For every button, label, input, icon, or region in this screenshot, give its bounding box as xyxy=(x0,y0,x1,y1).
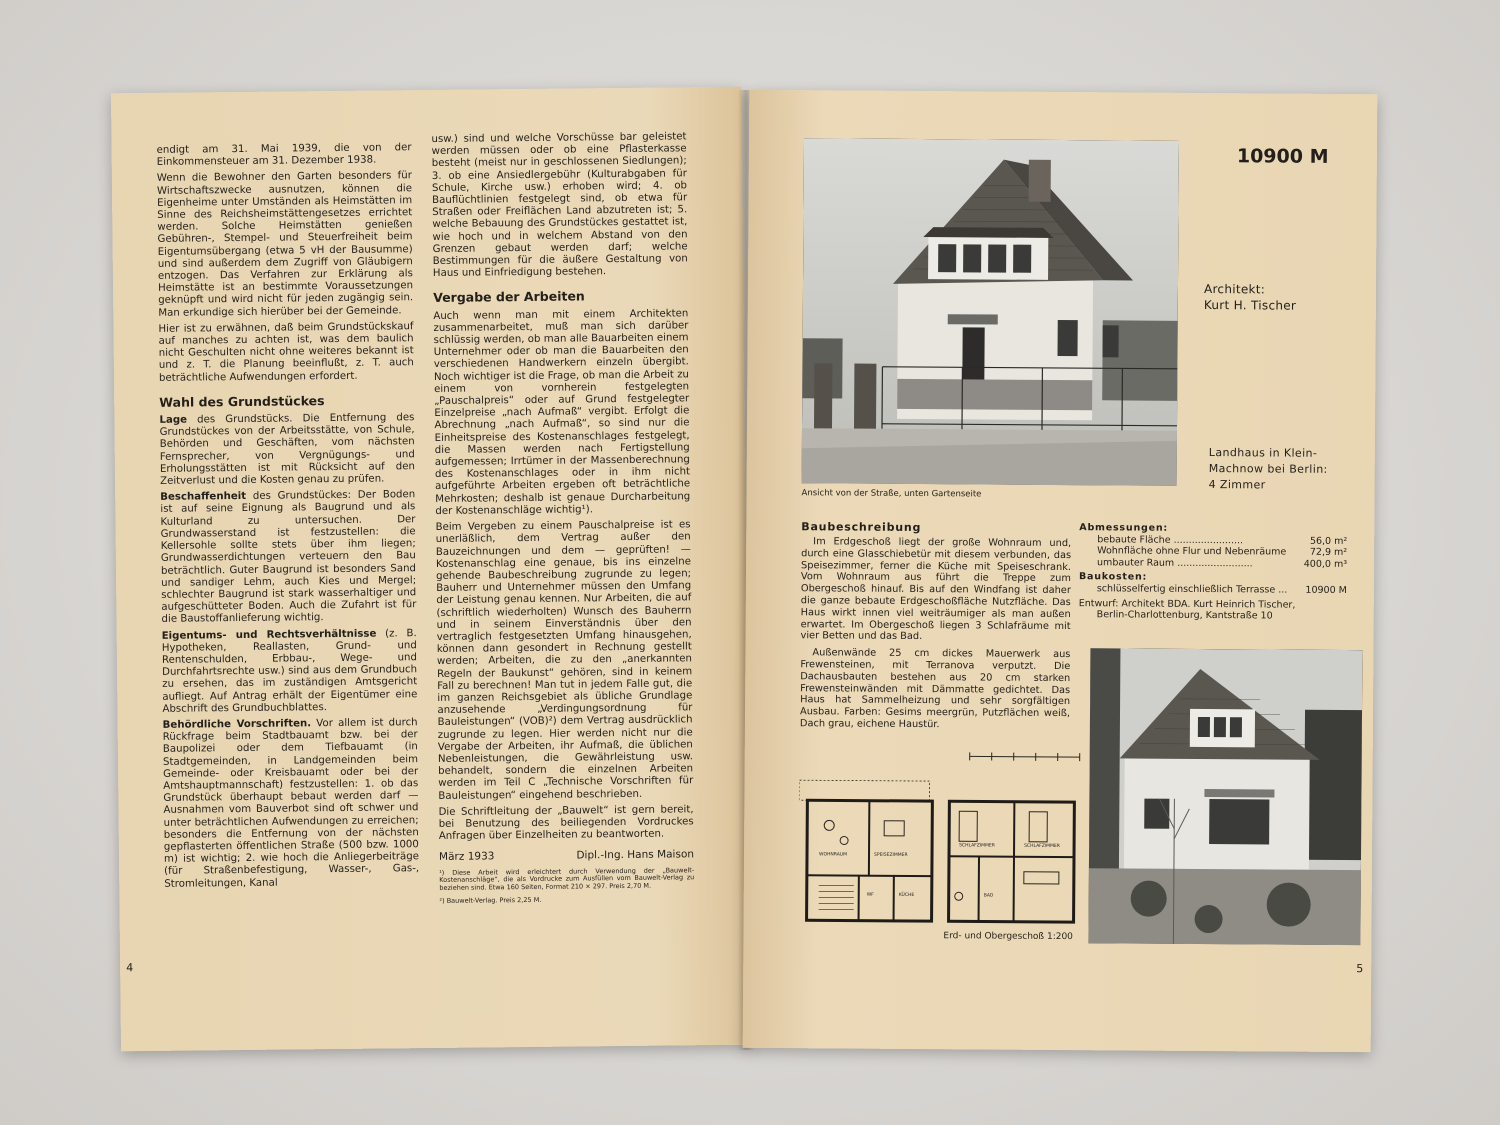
page-number-left: 4 xyxy=(126,961,134,975)
abmessung-label: Wohnfläche ohne Flur und Nebenräume xyxy=(1097,545,1287,558)
body-paragraph: usw.) sind und welche Vorschüsse bar geleistet werden müssen oder ob eine Pflasterkasse besteht (meist nur in geschlossenen Siedlungen); 3. ob eine Ansiedlergebühr (Kulturabgaben für Schule, Kirche usw.) erhoben wird; 4. ob Bauflüchtlinien festgelegt sind, ob etwa für Straßen oder Freiflächen Land abzutreten ist; 5. welche Bebauung des Grundstückes gestattet ist, wie hoch und in welchem Abstand von den Grenzen gebaut werden darf; welche Bestimmungen für die äußere Gestaltung von Haus und Einfriedigung bestehen. xyxy=(431,131,688,280)
signature-name: Dipl.-Ing. Hans Maison xyxy=(576,848,695,862)
section-heading: Vergabe der Arbeiten xyxy=(433,288,585,306)
abmessung-row xyxy=(1079,557,1347,570)
house-street-photo xyxy=(802,138,1179,486)
body-paragraph: Eigentums- und Rechtsverhältnisse (z. B. Hypotheken, Reallasten, Grund- und Rentenschulden, Erbbau-, Wege- und Durchfahrtsrechte usw.) sind aus dem Grundbuch zu ersehen, das im zuständigen Amtsgericht aufliegt. Auf Antrag erhält der Eigentümer eine Abschrift des Grundbuchblattes. xyxy=(161,627,418,715)
baukosten-label: schlüsselfertig einschließlich Terrasse ... xyxy=(1096,583,1288,596)
body-paragraph: Beschaffenheit des Grundstückes: Der Boden ist auf seine Eignung als Baugrund und als Kulturland zu untersuchen. Der Grundwasserstand ist festzustellen: die Kellersohle sollte stets über ihm liegen; Grundwasserdichtungen verteuern den Bau beträchtlich. Guter Baugrund ist besonders Sand und sandiger Lehm, auch Kies und Mergel; schlechter Baugrund ist stark wasserhaltiger und aufgeschütteter Boden. Auch die Zufahrt ist für die Baustoffanlieferung wichtig. xyxy=(160,489,417,626)
entwurf-line: Entwurf: Architekt BDA. Kurt Heinrich Tischer, xyxy=(1078,597,1296,611)
abmessung-label: umbauter Raum ......................... xyxy=(1097,557,1253,570)
abmessung-value: 400,0 m³ xyxy=(1303,558,1348,570)
plan-label: WOHNRAUM xyxy=(818,852,847,858)
paragraph-lead: Beschaffenheit xyxy=(160,491,247,504)
left-column-2 xyxy=(431,131,694,905)
body-paragraph: Wenn die Bewohner den Garten besonders für Wirtschaftszwecke ausnutzen, können die Eigenheime unter Umständen als Heimstätten im Sinne des Reichsheimstättengesetzes errichtet werden. Solche Heimstätten genießen Gebühren-, Stempel- und Steuerfreiheit beim Eigentumsübergang (etwa 5 vH der Bausumme) und sind außerdem dem Zugriff von Gläubigern entzogen. Das Verfahren zur Erklärung als Heimstätte ist an bestimmte Voraussetzungen geknüpft und wird nicht für jeden zugängig sein. Man erkundige sich hierüber bei der Gemeinde. xyxy=(156,170,414,319)
plan-label: SCHLAFZIMMER xyxy=(1024,843,1060,850)
plan-caption: Erd- und Obergeschoß 1:200 xyxy=(943,931,1073,943)
baukosten-title: Baukosten: xyxy=(1078,571,1148,583)
house-title: Landhaus in Klein-Machnow bei Berlin: xyxy=(1208,446,1328,476)
right-page xyxy=(743,90,1378,1052)
architect-label: Architekt: xyxy=(1203,281,1266,297)
body-paragraph: Beim Vergeben zu einem Pauschalpreise ist es unerläßlich, dem Vertrag außer den Bauzeichnungen und dem — geprüften! — Kostenanschlag eine genaue, bis ins einzelne gehende Baubeschreibung zugrunde zu legen; Bauherr und Unternehmer müssen den Umfang der Leistung genau kennen. Nur Arbeiten, die auf (schriftlich wiederholten) Wunsch des Bauherrn und in seinem Einverständnis über den vertraglich festgesetzten Umfang hinausgehen, können dann gesondert in Rechnung gestellt werden; Arbeiten, die zu den „anerkannten Regeln der Baukunst“ gehören, sind in keinem Fall zu berechnen! Man tut in jedem Falle gut, die im ganzen Reichsgebiet als übliche Grundlage anzusehende „Verdingungsordnung für Bauleistungen“ (VOB)²) dem Vertrag ausdrücklich zugrunde zu legen. Hier werden nicht nur die Vergabe der Arbeiten, ihr Aufmaß, die üblichen Nebenleistungen, die Gewährleistung usw. behandelt, sondern die einzelnen Arbeiten werden im Teil C „Technische Vorschriften für Bauleistungen“ eingehend beschrieben. xyxy=(435,519,694,802)
plan-label: SPEISEZIMMER xyxy=(873,852,908,858)
body-paragraph: endigt am 31. Mai 1939, die von der Einkommensteuer am 31. Dezember 1938. xyxy=(156,142,412,169)
baubeschreibung-text xyxy=(800,536,1071,737)
paragraph-lead: Behördliche Vorschriften. xyxy=(162,718,312,731)
plan-label: SCHLAFZIMMER xyxy=(959,843,995,849)
signature xyxy=(439,849,694,864)
footnote-1: ¹) Diese Arbeit wird erleichtert durch Verwendung der „Bauwelt-Kostenanschläge“, die als Vordrucke zum Ausfüllen vom Bauwelt-Verlag zu beziehen sind. Etwa 160 Seiten, Format 210 × 297. Preis 2,70 M. xyxy=(439,865,695,892)
baubeschreibung-paragraph: Außenwände 25 cm dickes Mauerwerk aus Frewensteinen, mit Terranova verputzt. Die Dachausbauten bestehen aus 20 cm starken Frewensteinwänden mit Dämmatte gedichtet. Das Haus hat Sammelheizung und sehr sorgfältigen Ausbau. Farben: Gesims meergrün, Putzflächen weiß, Dach grau, eichene Haustür. xyxy=(799,647,1071,731)
plan-label: BAD xyxy=(983,893,994,899)
baukosten-value: 10900 M xyxy=(1305,584,1347,596)
section-heading: Wahl des Grundstückes xyxy=(159,392,325,410)
floor-plan xyxy=(798,745,1089,947)
architect-block xyxy=(1204,281,1297,314)
baubeschreibung-paragraph: Im Erdgeschoß liegt der große Wohnraum und, durch eine Glasschiebetür mit diesem verbunden, das Speisezimmer, ferner die Küche mit Speiseschrank. Vom Wohnraum aus führt die Treppe zum Obergeschoß hinauf. Bis auf den Windfang ist daher die ganze bebaute Erdgeschoßfläche Nutzfläche. Das Haus wirkt innen viel weiträumiger als man außen erwartet. Im Obergeschoß liegen 3 Schlafräume mit vier Betten und das Bad. xyxy=(800,536,1072,643)
paragraph-lead: Eigentums- und Rechtsverhältnisse xyxy=(161,628,377,642)
body-paragraph: Hier ist zu erwähnen, daß beim Grundstückskauf auf manches zu achten ist, was dem baulich nicht Geschulten nicht ohne weiteres bekannt ist und z. T. die Planung beeinflußt, z. T. auch beträchtliche Aufwendungen erfordert. xyxy=(158,321,414,384)
left-column-1 xyxy=(157,142,420,894)
abmessung-value: 56,0 m² xyxy=(1309,535,1348,547)
page-number-right: 5 xyxy=(1356,962,1364,976)
house-title-block xyxy=(1209,445,1329,494)
price-heading: 10900 M xyxy=(1236,145,1329,168)
body-paragraph: Auch wenn man mit einem Architekten zusammenarbeitet, muß man sich darüber schlüssig werden, ob man alle Bauarbeiten einem Unternehmer oder ob man die Bauarbeiten den verschiedenen Handwerkern einzeln übergibt. Noch wichtiger ist die Frage, ob man die Arbeit zu einem von vornherein festgelegten „Pauschalpreis“ oder auf Grund festgelegter Einzelpreise „nach Aufmaß“ vergibt. Erfolgt die Abrechnung „nach Aufmaß“, so sind nur die Einheitspreise des Kostenanschlages festgelegt, die Massen werden nach Fertigstellung aufgemessen; Irrtümer in der Massenberechnung des Kostenanschlages oder in ihm nicht aufgeführte Arbeiten ergeben oft beträchtliche Mehrkosten; deshalb ist genaue Durcharbeitung der Kostenanschläge wichtig¹). xyxy=(433,307,691,517)
body-paragraph: Behördliche Vorschriften. Vor allem ist durch Rückfrage beim Stadtbauamt bzw. bei der Baupolizei oder dem Tiefbauamt (in Stadtgemeinden, in Landgemeinden beim Gemeinde- oder Kreisbauamt oder bei der Amtshauptmannschaft) festzustellen: 1. ob das Grundstück überhaupt bebaut werden darf — Ausnahmen vom Bauverbot sind oft schwer und unter beträchtlichen Aufwendungen zu erreichen; besonders die Entfernung von der nächsten gepflasterten öffentlichen Straße (500 bzw. 1000 m) ist wichtig; 2. wie hoch die Anliegerbeiträge (für Straßenbefestigung, Wasser-, Gas-, Stromleitungen, Kanal xyxy=(162,717,420,890)
entwurf-address: Berlin-Charlottenburg, Kantstraße 10 xyxy=(1096,609,1273,622)
footnote-2: ²) Bauwelt-Verlag. Preis 2,25 M. xyxy=(439,895,542,906)
paragraph-lead: Lage xyxy=(159,414,188,426)
plan-label: WF xyxy=(866,892,874,898)
body-paragraph: Lage des Grundstücks. Die Entfernung des Grundstückes von der Arbeitsstätte, von Schule, Behörden und Geschäften, vom nächsten Fernsprecher, von Vergnügungs- und Erholungsstätten ist mit Rücksicht auf den Zeitverlust und die Kosten genau zu prüfen. xyxy=(159,412,415,487)
house-garden-photo xyxy=(1088,648,1362,945)
specifications xyxy=(1079,522,1348,623)
rooms-count: 4 Zimmer xyxy=(1208,478,1266,492)
left-page xyxy=(111,87,751,1052)
plan-label: KÜCHE xyxy=(898,892,915,898)
body-paragraph: Die Schriftleitung der „Bauwelt“ ist gern bereit, bei Benutzung des beiliegenden Vordruckes Anfragen über Einzelheiten zu beantworten. xyxy=(438,804,694,843)
architect-name: Kurt H. Tischer xyxy=(1203,297,1297,313)
baukosten-row xyxy=(1079,583,1347,596)
abmessung-value: 72,9 m² xyxy=(1309,546,1348,559)
abmessung-label: bebaute Fläche ....................... xyxy=(1097,533,1244,546)
photo-caption: Ansicht von der Straße, unten Gartenseite xyxy=(801,488,982,500)
signature-date: März 1933 xyxy=(438,850,495,864)
abmessungen-title: Abmessungen: xyxy=(1079,522,1169,534)
baubeschreibung-title: Baubeschreibung xyxy=(801,520,922,535)
